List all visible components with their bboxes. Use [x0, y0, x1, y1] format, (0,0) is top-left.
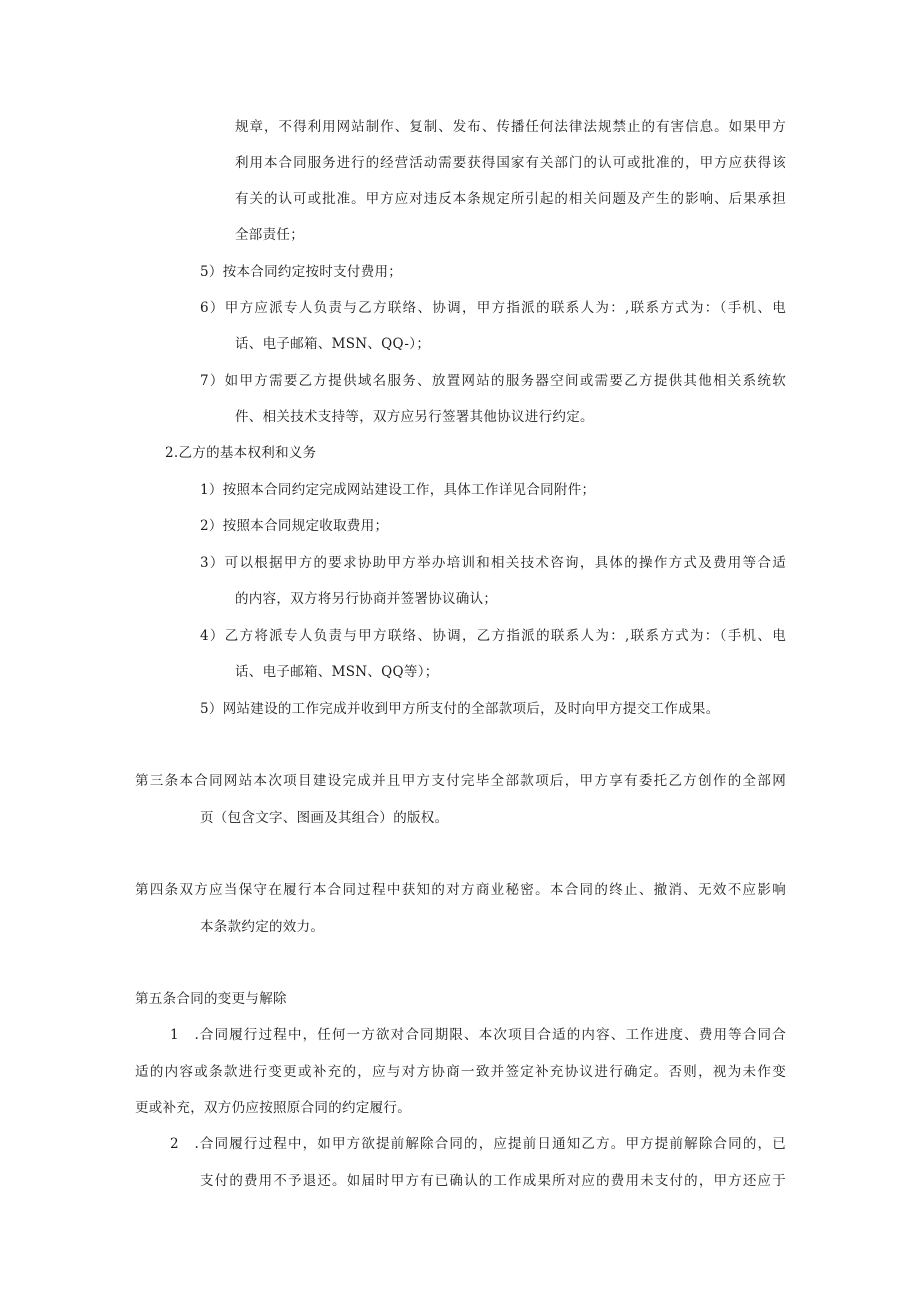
list-item-line: 件、相关技术支持等，双方应另行签署其他协议进行约定。 — [235, 409, 594, 425]
list-item-line: 的内容，双方将另行协商并签署协议确认； — [235, 591, 498, 607]
paragraph-line: 规章，不得利用网站制作、复制、发布、传播任何法律法规禁止的有害信息。如果甲方 — [235, 119, 786, 135]
paragraph-line: 有关的认可或批准。甲方应对违反本条规定所引起的相关问题及产生的影响、后果承担 — [235, 191, 786, 207]
list-item-line: 话、电子邮箱、MSN、QQ-）； — [235, 336, 431, 352]
paragraph-line: 全部责任； — [235, 227, 304, 243]
list-item-line: 2）按照本合同规定收取费用； — [200, 518, 389, 534]
article-heading: 第五条合同的变更与解除 — [135, 991, 287, 1007]
list-item-line: 6）甲方应派专人负责与乙方联络、协调，甲方指派的联系人为：,联系方式为：（手机、电 — [200, 300, 786, 316]
list-item-line: 1）按照本合同约定完成网站建设工作，具体工作详见合同附件； — [200, 482, 596, 498]
list-item-line: 7）如甲方需要乙方提供域名服务、放置网站的服务器空间或需要乙方提供其他相关系统软 — [200, 373, 786, 389]
list-item-line: 5）按本合同约定按时支付费用； — [200, 264, 403, 280]
list-item-line: 话、电子邮箱、MSN、QQ等）； — [235, 664, 439, 680]
clause-line: 2 .合同履行过程中，如甲方欲提前解除合同的，应提前日通知乙方。甲方提前解除合同的，已 — [170, 1136, 786, 1152]
clause-line: 更或补充，双方仍应按照原合同的约定履行。 — [135, 1100, 411, 1116]
article-line: 第四条双方应当保守在履行本合同过程中获知的对方商业秘密。本合同的终止、撤消、无效不应影响 — [135, 882, 786, 898]
section-heading: 2.乙方的基本权利和义务 — [165, 445, 317, 461]
list-item-line: 4）乙方将派专人负责与甲方联络、协调，乙方指派的联系人为：,联系方式为：（手机、电 — [200, 628, 786, 644]
list-item-line: 3）可以根据甲方的要求协助甲方举办培训和相关技术咨询，具体的操作方式及费用等合适 — [200, 555, 786, 571]
paragraph-line: 利用本合同服务进行的经营活动需要获得国家有关部门的认可或批准的，甲方应获得该 — [235, 155, 786, 171]
article-line: 本条款约定的效力。 — [200, 919, 325, 935]
article-line: 页（包含文字、图画及其组合）的版权。 — [200, 810, 449, 826]
list-item-line: 5）网站建设的工作完成并收到甲方所支付的全部款项后，及时向甲方提交工作成果。 — [200, 701, 720, 717]
article-line: 第三条本合同网站本次项目建设完成并且甲方支付完毕全部款项后，甲方享有委托乙方创作的全部网 — [135, 773, 786, 789]
clause-line: 支付的费用不予退还。如届时甲方有已确认的工作成果所对应的费用未支付的，甲方还应于 — [200, 1173, 786, 1189]
clause-line: 1 .合同履行过程中，任何一方欲对合同期限、本次项目合适的内容、工作进度、费用等合同合 — [170, 1027, 786, 1043]
clause-line: 适的内容或条款进行变更或补充的，应与对方协商一致并签定补充协议进行确定。否则，视为未作变 — [135, 1064, 786, 1080]
